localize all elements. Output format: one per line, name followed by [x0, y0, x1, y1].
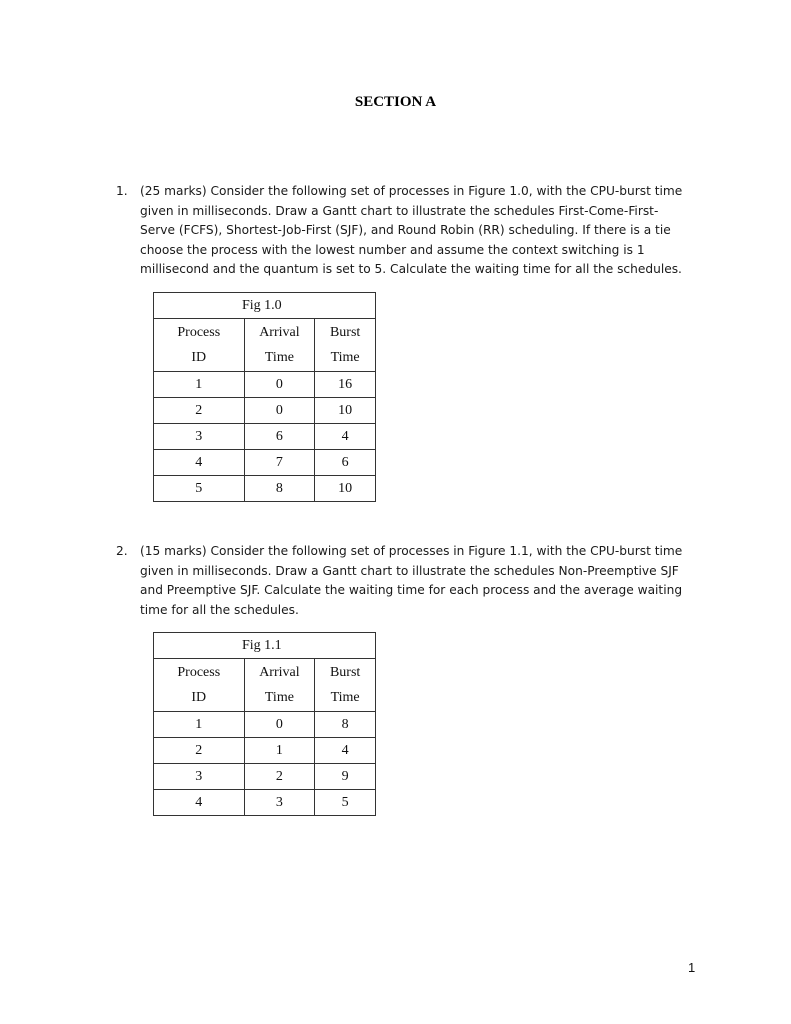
figure-caption: Fig 1.1 [154, 633, 376, 659]
table-cell: 16 [315, 372, 376, 398]
question-text: (25 marks) Consider the following set of processes in Figure 1.0, with the CPU-burst time given in milliseconds. Draw a Gantt chart to illustrate the schedules First-Come-First- Serve (FCFS), Shortest-Job-First (SJF), and Round Robin (RR) scheduling. If there is a tie choose the process with the lowest number and assume the context switching is 1 millisecond and the quantum is set to 5. Calculate the waiting time for all the schedules. [140, 184, 683, 276]
column-header-process-id [154, 659, 245, 712]
table-cell: 5 [154, 476, 245, 502]
column-header-arrival-time [244, 319, 315, 372]
header-line: ID [191, 690, 207, 705]
header-line: Time [330, 350, 360, 365]
table-cell: 4 [154, 450, 245, 476]
table-cell: 3 [244, 790, 315, 816]
table-cell: 3 [154, 424, 245, 450]
table-cell: 2 [154, 398, 245, 424]
table-row [154, 450, 376, 476]
table-cell: 8 [244, 476, 315, 502]
table-cell: 7 [244, 450, 315, 476]
column-header-process-id [154, 319, 245, 372]
table-cell: 0 [244, 712, 315, 738]
header-line: ID [191, 350, 207, 365]
table-cell: 3 [154, 764, 245, 790]
table-cell: 9 [315, 764, 376, 790]
table-cell: 1 [154, 712, 245, 738]
table-row [154, 476, 376, 502]
table-cell: 10 [315, 476, 376, 502]
section-title: SECTION A [354, 94, 437, 110]
table-row [154, 764, 376, 790]
table-row [154, 790, 376, 816]
table-row [154, 398, 376, 424]
table-cell: 8 [315, 712, 376, 738]
column-header-arrival-time [244, 659, 315, 712]
header-line: Burst [329, 665, 361, 680]
table-cell: 2 [244, 764, 315, 790]
table-cell: 1 [244, 738, 315, 764]
table-cell: 4 [315, 424, 376, 450]
table-row [154, 712, 376, 738]
table-cell: 6 [315, 450, 376, 476]
table-cell: 4 [315, 738, 376, 764]
table-row [154, 738, 376, 764]
table-cell: 5 [315, 790, 376, 816]
question-number: 1. [116, 184, 128, 198]
table-cell: 0 [244, 372, 315, 398]
page-number: 1 [688, 960, 696, 975]
header-line: Time [264, 690, 294, 705]
table-cell: 10 [315, 398, 376, 424]
figure-table-1 [153, 292, 376, 502]
table-row [154, 424, 376, 450]
question-1 [116, 182, 706, 280]
table-cell: 4 [154, 790, 245, 816]
table-cell: 2 [154, 738, 245, 764]
table-cell: 0 [244, 398, 315, 424]
question-2 [116, 542, 706, 620]
figure-table-2 [153, 632, 376, 816]
header-line: Time [264, 350, 294, 365]
column-header-burst-time [315, 659, 376, 712]
header-line: Process [177, 665, 221, 680]
header-line: Arrival [259, 665, 300, 680]
column-header-burst-time [315, 319, 376, 372]
table-cell: 1 [154, 372, 245, 398]
table-row [154, 372, 376, 398]
header-line: Time [330, 690, 360, 705]
question-number: 2. [116, 544, 128, 558]
figure-caption: Fig 1.0 [154, 293, 376, 319]
table-header-row [154, 659, 376, 712]
table-header-row [154, 319, 376, 372]
table-cell: 6 [244, 424, 315, 450]
question-text: (15 marks) Consider the following set of processes in Figure 1.1, with the CPU-burst time given in milliseconds. Draw a Gantt chart to illustrate the schedules Non-Preemptive SJF and Preemptive SJF. Calculate the waiting time for each process and the average waiting time for all the schedules. [140, 544, 683, 617]
header-line: Burst [329, 325, 361, 340]
header-line: Arrival [259, 325, 300, 340]
header-line: Process [177, 325, 221, 340]
